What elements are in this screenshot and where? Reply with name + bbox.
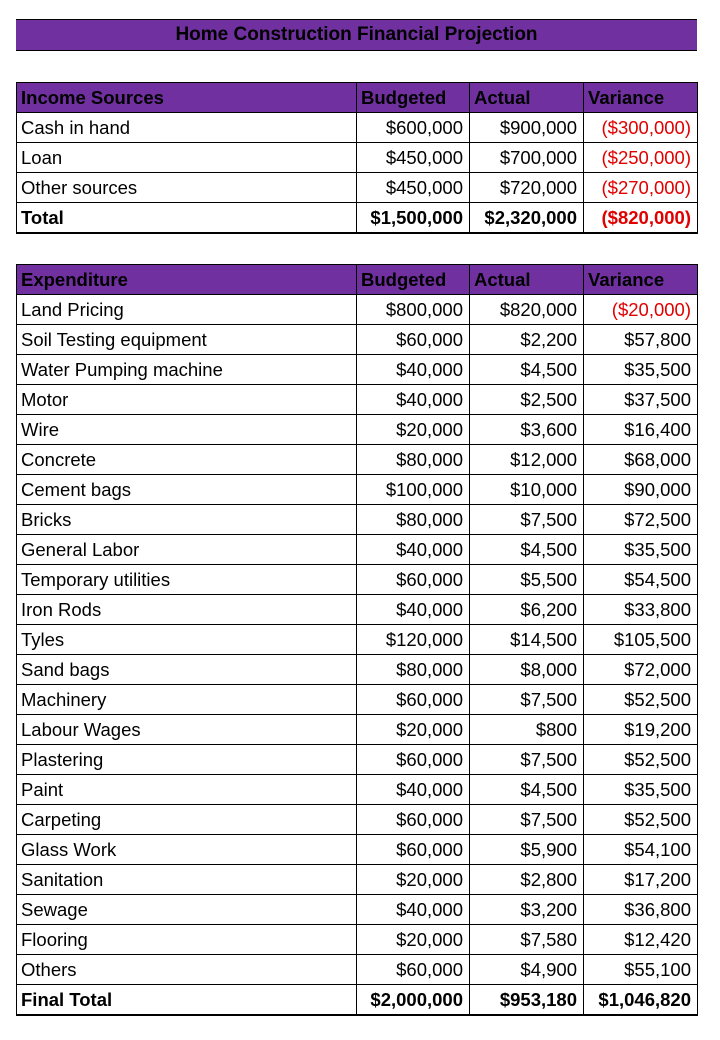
row-variance-cell: ($250,000) xyxy=(584,143,698,173)
row-variance-cell: $54,500 xyxy=(584,565,698,595)
row-budgeted-cell: $40,000 xyxy=(357,895,470,925)
row-label-cell: Sand bags xyxy=(17,655,357,685)
row-actual-cell: $820,000 xyxy=(470,295,584,325)
income-header-row xyxy=(17,83,698,113)
row-label-cell: Carpeting xyxy=(17,805,357,835)
row-variance-cell: ($20,000) xyxy=(584,295,698,325)
row-actual-cell: $5,900 xyxy=(470,835,584,865)
row-variance-cell: $55,100 xyxy=(584,955,698,985)
row-label-cell: Temporary utilities xyxy=(17,565,357,595)
row-variance-cell: $16,400 xyxy=(584,415,698,445)
row-label-cell: Plastering xyxy=(17,745,357,775)
row-actual-cell: $7,500 xyxy=(470,745,584,775)
row-actual-cell: $12,000 xyxy=(470,445,584,475)
row-label-cell: Labour Wages xyxy=(17,715,357,745)
row-variance-cell: $37,500 xyxy=(584,385,698,415)
row-actual-cell: $7,500 xyxy=(470,685,584,715)
total-actual-cell: $953,180 xyxy=(470,985,584,1016)
income-total-row xyxy=(17,203,698,234)
row-actual-cell: $8,000 xyxy=(470,655,584,685)
row-label-cell: Flooring xyxy=(17,925,357,955)
table-row xyxy=(17,595,698,625)
income-header-actual: Actual xyxy=(470,83,584,113)
total-variance-cell: $1,046,820 xyxy=(584,985,698,1016)
table-row xyxy=(17,715,698,745)
total-actual-cell: $2,320,000 xyxy=(470,203,584,234)
row-label-cell: Cash in hand xyxy=(17,113,357,143)
row-label-cell: General Labor xyxy=(17,535,357,565)
total-budgeted-cell: $2,000,000 xyxy=(357,985,470,1016)
table-row xyxy=(17,295,698,325)
row-label-cell: Others xyxy=(17,955,357,985)
row-label-cell: Sewage xyxy=(17,895,357,925)
table-row xyxy=(17,805,698,835)
row-budgeted-cell: $40,000 xyxy=(357,355,470,385)
row-budgeted-cell: $450,000 xyxy=(357,143,470,173)
row-actual-cell: $720,000 xyxy=(470,173,584,203)
total-variance-cell: ($820,000) xyxy=(584,203,698,234)
table-row xyxy=(17,173,698,203)
table-row xyxy=(17,143,698,173)
row-budgeted-cell: $40,000 xyxy=(357,595,470,625)
expenditure-header-row xyxy=(17,265,698,295)
income-header-budgeted: Budgeted xyxy=(357,83,470,113)
row-actual-cell: $10,000 xyxy=(470,475,584,505)
row-budgeted-cell: $80,000 xyxy=(357,655,470,685)
row-actual-cell: $7,580 xyxy=(470,925,584,955)
row-variance-cell: $33,800 xyxy=(584,595,698,625)
row-label-cell: Cement bags xyxy=(17,475,357,505)
table-row xyxy=(17,385,698,415)
table-row xyxy=(17,565,698,595)
row-variance-cell: ($300,000) xyxy=(584,113,698,143)
table-row xyxy=(17,535,698,565)
row-variance-cell: $12,420 xyxy=(584,925,698,955)
row-label-cell: Glass Work xyxy=(17,835,357,865)
row-label-cell: Motor xyxy=(17,385,357,415)
row-variance-cell: $105,500 xyxy=(584,625,698,655)
income-header-label: Income Sources xyxy=(17,83,357,113)
row-variance-cell: $68,000 xyxy=(584,445,698,475)
table-row xyxy=(17,685,698,715)
table-row xyxy=(17,113,698,143)
row-label-cell: Loan xyxy=(17,143,357,173)
watermark-logo xyxy=(300,978,410,1018)
row-budgeted-cell: $60,000 xyxy=(357,835,470,865)
expenditure-header-actual: Actual xyxy=(470,265,584,295)
row-variance-cell: $52,500 xyxy=(584,685,698,715)
table-row xyxy=(17,895,698,925)
row-budgeted-cell: $60,000 xyxy=(357,805,470,835)
row-variance-cell: $54,100 xyxy=(584,835,698,865)
table-row xyxy=(17,775,698,805)
table-row xyxy=(17,415,698,445)
table-row xyxy=(17,625,698,655)
row-label-cell: Sanitation xyxy=(17,865,357,895)
page-title: Home Construction Financial Projection xyxy=(16,19,697,51)
row-variance-cell: $35,500 xyxy=(584,775,698,805)
table-row xyxy=(17,745,698,775)
row-actual-cell: $7,500 xyxy=(470,805,584,835)
row-variance-cell: $52,500 xyxy=(584,745,698,775)
table-row xyxy=(17,355,698,385)
row-label-cell: Machinery xyxy=(17,685,357,715)
expenditure-header-budgeted: Budgeted xyxy=(357,265,470,295)
row-actual-cell: $4,500 xyxy=(470,775,584,805)
table-row xyxy=(17,445,698,475)
row-budgeted-cell: $450,000 xyxy=(357,173,470,203)
row-actual-cell: $3,600 xyxy=(470,415,584,445)
row-budgeted-cell: $800,000 xyxy=(357,295,470,325)
row-budgeted-cell: $100,000 xyxy=(357,475,470,505)
row-variance-cell: $17,200 xyxy=(584,865,698,895)
row-variance-cell: $52,500 xyxy=(584,805,698,835)
row-variance-cell: $19,200 xyxy=(584,715,698,745)
row-actual-cell: $5,500 xyxy=(470,565,584,595)
row-label-cell: Tyles xyxy=(17,625,357,655)
income-sources-table xyxy=(16,82,698,234)
row-budgeted-cell: $120,000 xyxy=(357,625,470,655)
row-label-cell: Paint xyxy=(17,775,357,805)
row-budgeted-cell: $40,000 xyxy=(357,385,470,415)
expenditure-table xyxy=(16,264,698,1016)
row-label-cell: Wire xyxy=(17,415,357,445)
row-budgeted-cell: $60,000 xyxy=(357,955,470,985)
row-label-cell: Land Pricing xyxy=(17,295,357,325)
total-label-cell: Total xyxy=(17,203,357,234)
row-actual-cell: $900,000 xyxy=(470,113,584,143)
row-label-cell: Concrete xyxy=(17,445,357,475)
row-budgeted-cell: $40,000 xyxy=(357,775,470,805)
row-actual-cell: $3,200 xyxy=(470,895,584,925)
row-actual-cell: $700,000 xyxy=(470,143,584,173)
total-label-cell: Final Total xyxy=(17,985,357,1016)
row-actual-cell: $7,500 xyxy=(470,505,584,535)
row-actual-cell: $6,200 xyxy=(470,595,584,625)
row-actual-cell: $4,500 xyxy=(470,355,584,385)
row-budgeted-cell: $20,000 xyxy=(357,415,470,445)
row-actual-cell: $4,500 xyxy=(470,535,584,565)
row-label-cell: Other sources xyxy=(17,173,357,203)
table-row xyxy=(17,835,698,865)
row-budgeted-cell: $80,000 xyxy=(357,505,470,535)
income-header-variance: Variance xyxy=(584,83,698,113)
row-budgeted-cell: $20,000 xyxy=(357,715,470,745)
table-row xyxy=(17,865,698,895)
row-label-cell: Iron Rods xyxy=(17,595,357,625)
total-budgeted-cell: $1,500,000 xyxy=(357,203,470,234)
row-label-cell: Soil Testing equipment xyxy=(17,325,357,355)
row-actual-cell: $2,500 xyxy=(470,385,584,415)
row-budgeted-cell: $60,000 xyxy=(357,565,470,595)
row-variance-cell: $35,500 xyxy=(584,355,698,385)
row-actual-cell: $4,900 xyxy=(470,955,584,985)
expenditure-header-label: Expenditure xyxy=(17,265,357,295)
row-budgeted-cell: $80,000 xyxy=(357,445,470,475)
table-row xyxy=(17,925,698,955)
row-variance-cell: $36,800 xyxy=(584,895,698,925)
row-budgeted-cell: $20,000 xyxy=(357,925,470,955)
row-budgeted-cell: $40,000 xyxy=(357,535,470,565)
row-label-cell: Water Pumping machine xyxy=(17,355,357,385)
row-actual-cell: $800 xyxy=(470,715,584,745)
row-variance-cell: ($270,000) xyxy=(584,173,698,203)
row-budgeted-cell: $20,000 xyxy=(357,865,470,895)
row-variance-cell: $72,000 xyxy=(584,655,698,685)
table-row xyxy=(17,505,698,535)
table-row xyxy=(17,475,698,505)
row-variance-cell: $72,500 xyxy=(584,505,698,535)
row-budgeted-cell: $600,000 xyxy=(357,113,470,143)
row-budgeted-cell: $60,000 xyxy=(357,685,470,715)
row-variance-cell: $35,500 xyxy=(584,535,698,565)
row-budgeted-cell: $60,000 xyxy=(357,745,470,775)
row-budgeted-cell: $60,000 xyxy=(357,325,470,355)
row-actual-cell: $2,200 xyxy=(470,325,584,355)
table-row xyxy=(17,325,698,355)
row-actual-cell: $14,500 xyxy=(470,625,584,655)
table-row xyxy=(17,655,698,685)
row-variance-cell: $90,000 xyxy=(584,475,698,505)
expenditure-header-variance: Variance xyxy=(584,265,698,295)
row-variance-cell: $57,800 xyxy=(584,325,698,355)
row-label-cell: Bricks xyxy=(17,505,357,535)
row-actual-cell: $2,800 xyxy=(470,865,584,895)
